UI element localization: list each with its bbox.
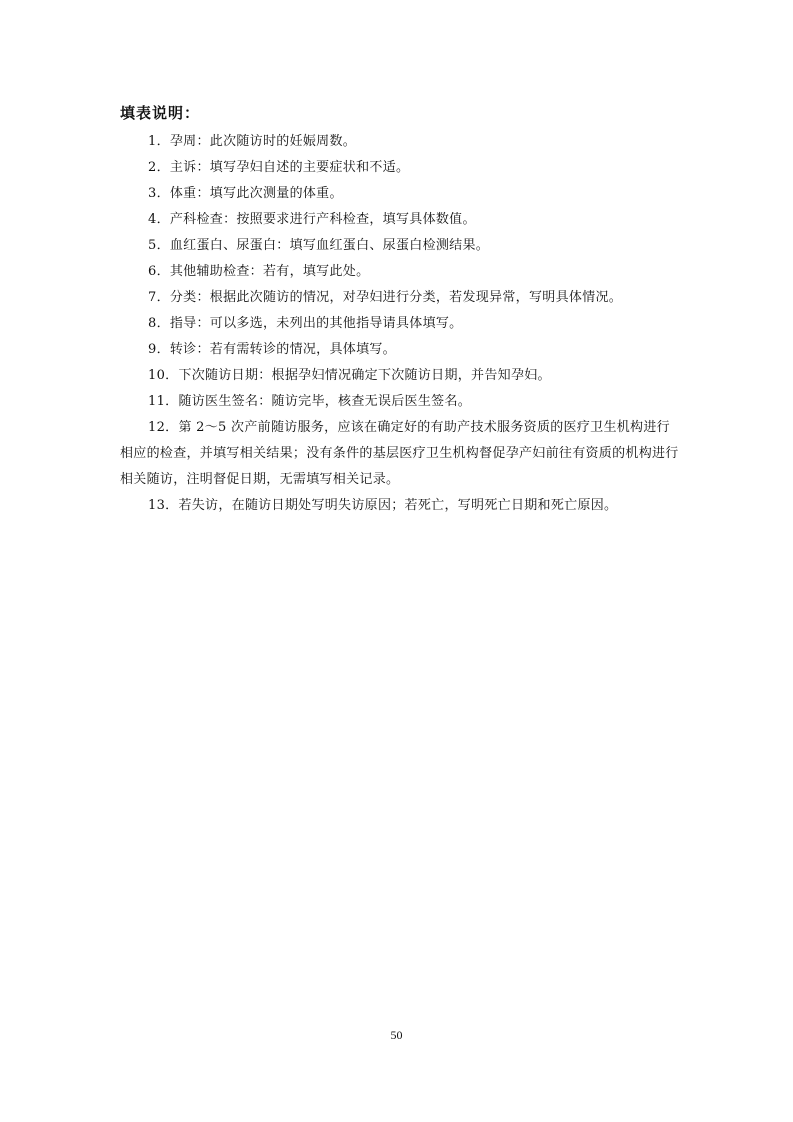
instruction-item: 3．体重：填写此次测量的体重。 bbox=[148, 186, 343, 201]
instruction-item: 7．分类：根据此次随访的情况，对孕妇进行分类，若发现异常，写明具体情况。 bbox=[148, 290, 623, 305]
instruction-item: 8．指导：可以多选，未列出的其他指导请具体填写。 bbox=[148, 316, 463, 331]
instruction-item: 10．下次随访日期：根据孕妇情况确定下次随访日期，并告知孕妇。 bbox=[148, 368, 551, 383]
instruction-item: 4．产科检查：按照要求进行产科检查，填写具体数值。 bbox=[148, 212, 476, 227]
instruction-item: 5．血红蛋白、尿蛋白：填写血红蛋白、尿蛋白检测结果。 bbox=[148, 238, 490, 253]
instruction-item: 9．转诊：若有需转诊的情况，具体填写。 bbox=[148, 342, 396, 357]
instruction-item: 2．主诉：填写孕妇自述的主要症状和不适。 bbox=[148, 160, 410, 175]
instruction-item: 12．第 2～5 次产前随访服务，应该在确定好的有助产技术服务资质的医疗卫生机构进行相应的检查，并填写相关结果；没有条件的基层医疗卫生机构督促孕产妇前往有资质的机构进行相关随访，注明督促日期，无需填写相关记录。 bbox=[120, 420, 679, 487]
instruction-item: 11．随访医生签名：随访完毕，核查无误后医生签名。 bbox=[148, 394, 472, 409]
instruction-item: 1．孕周：此次随访时的妊娠周数。 bbox=[148, 134, 357, 149]
instruction-item: 13．若失访，在随访日期处写明失访原因；若死亡，写明死亡日期和死亡原因。 bbox=[148, 498, 618, 513]
instruction-item: 6．其他辅助检查：若有，填写此处。 bbox=[148, 264, 370, 279]
instructions-list bbox=[120, 129, 680, 519]
instructions-heading: 填表说明： bbox=[120, 104, 201, 122]
page-number: 50 bbox=[390, 1028, 403, 1042]
